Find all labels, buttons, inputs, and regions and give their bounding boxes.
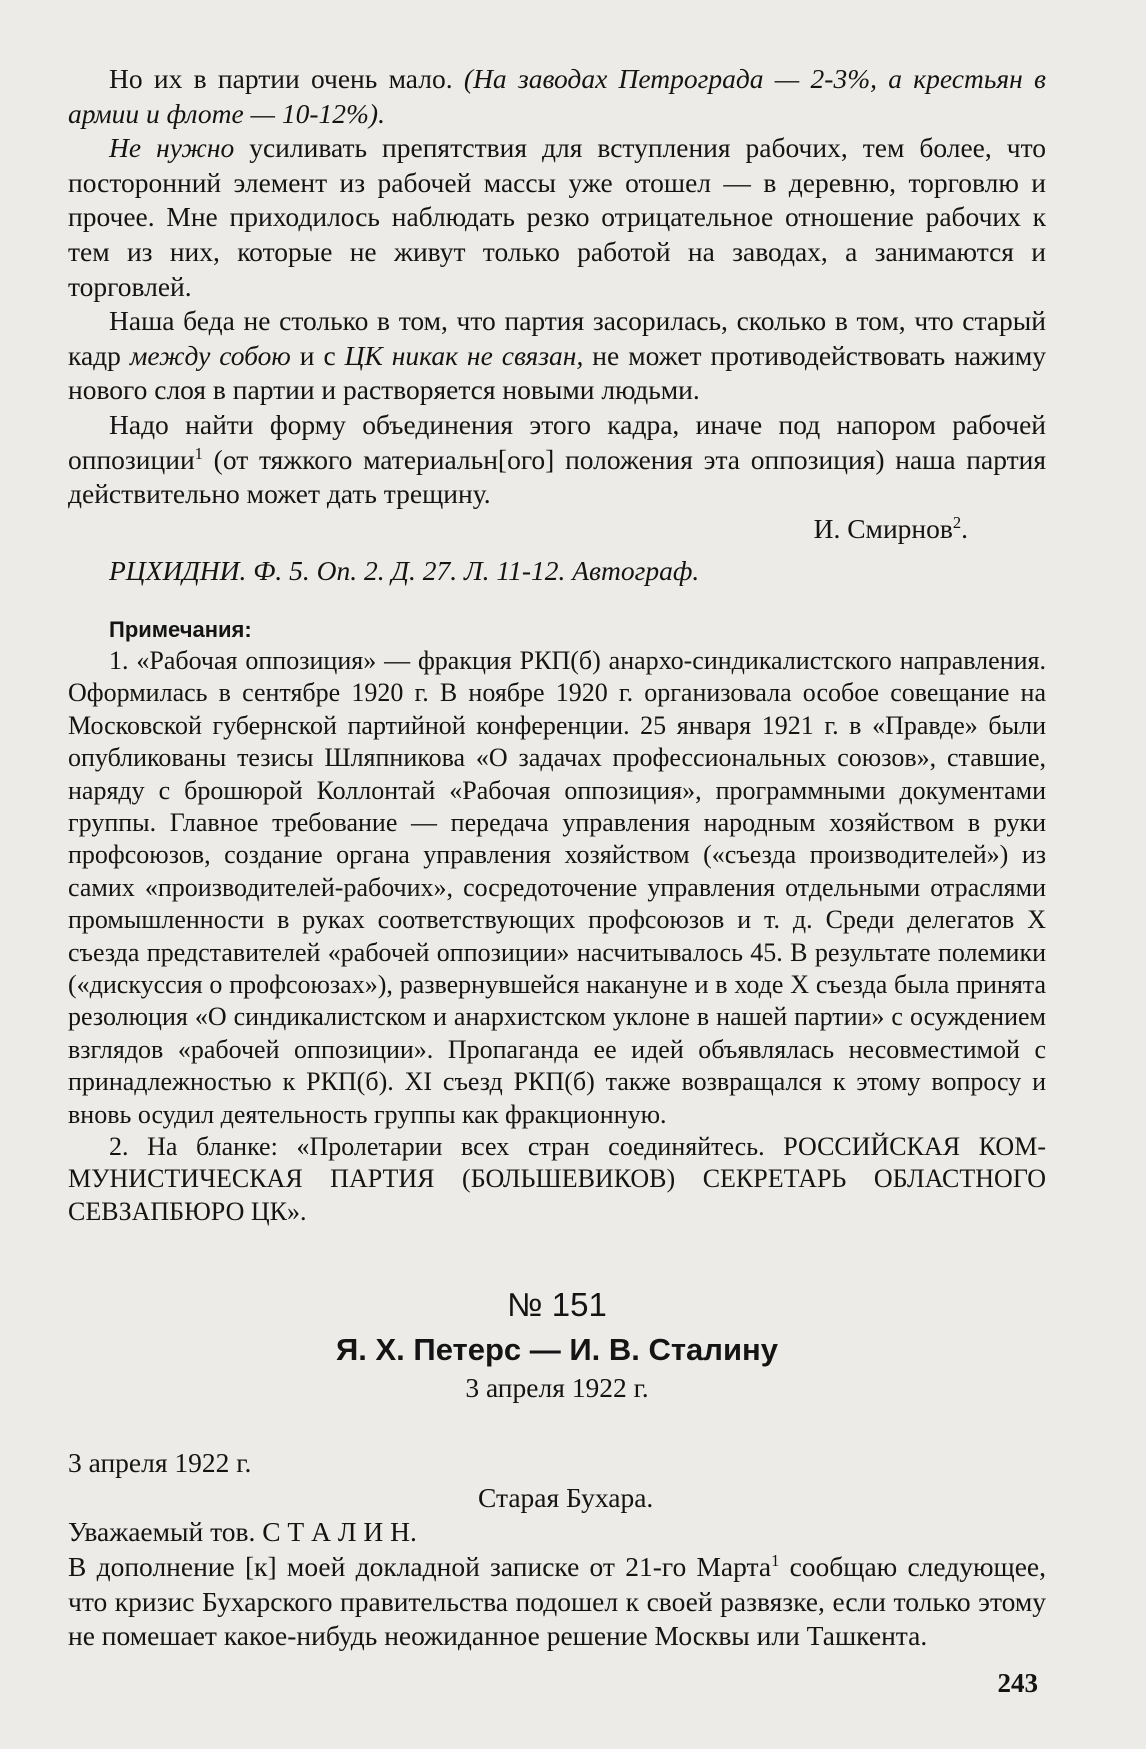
document-date: 3 апреля 1922 г. (465, 1372, 649, 1404)
paragraph-3-text-c: не может противодействовать нажиму нового слоя в партии и растворяется новыми людьми. (68, 339, 1046, 406)
paragraph-2-italic: Не нужно (109, 132, 235, 164)
note-2: 2. На бланке: «Пролетарии всех стран соединяйтесь. РОССИЙСКАЯ КОММУНИСТИЧЕСКАЯ ПАРТИЯ (БОЛЬШЕВИКОВ) СЕКРЕТАРЬ ОБЛАСТНОГО СЕВЗАПБЮРО ЦК». (68, 1132, 1046, 1226)
notes-heading: Примечания: (109, 616, 252, 642)
paragraph-1-italic: (На заводах Петрограда — 2-3%, а крестьян в армии и флоте — 10-12%). (68, 63, 1046, 129)
letter-body-text-b: сообщаю следующее, что кризис Бухарского правительства подошел к своей развязке, если только этому не помешает какое-нибудь неожиданное решение Москвы или Ташкента. (68, 1551, 1046, 1652)
letter-body (68, 1550, 1046, 1654)
footnote-ref-2: 2 (952, 512, 962, 532)
paragraph-3-text-b: и с (290, 339, 345, 371)
paragraph-3-italic-b: ЦК никак не связан, (344, 339, 584, 371)
document-number: № 151 (507, 1286, 607, 1324)
paragraph-2 (68, 131, 1046, 304)
footnote-ref-1: 1 (194, 443, 203, 463)
page-number: 243 (997, 1668, 1038, 1698)
paragraph-2-text: усиливать препятствия для вступления рабочих, тем более, что посторонний элемент из рабочей массы уже отошел — в деревню, торговлю и прочее. Мне приходилось наблюдать резко отрицательное отношение рабочих к тем из них, которые не живут только работой на заводах, а занимаются и торговлей. (68, 132, 1046, 302)
letter-place: Старая Бухара. (478, 1481, 654, 1513)
letter-greeting: Уважаемый тов. С Т А Л И Н. (68, 1516, 417, 1548)
paragraph-1 (68, 62, 1046, 131)
paragraph-3-text-a: Наша беда не столько в том, что партия засорилась, сколько в том, что старый кадр (68, 305, 1046, 371)
paragraph-4-text-a: Надо найти форму объединения этого кадра, иначе под напором рабочей оппозиции (68, 408, 1046, 475)
paragraph-1-text: Но их в партии очень мало. (109, 63, 464, 94)
footnote-ref-letter: 1 (771, 1550, 780, 1570)
archive-source-text: РЦХИДНИ. Ф. 5. Оп. 2. Д. 27. Л. 11-12. Автограф. (109, 555, 700, 587)
archive-source (68, 554, 1046, 589)
paragraph-4 (68, 408, 1046, 512)
page-body (68, 62, 1046, 1654)
signature-end: . (961, 512, 968, 544)
paragraph-4-text-b: (от тяжкого материальн[ого] положения эта оппозиция) наша партия действительно может дать трещину. (68, 443, 1046, 510)
letter-date: 3 апреля 1922 г. (68, 1447, 252, 1479)
paragraph-3 (68, 304, 1046, 408)
letter-body-text-a: В дополнение [к] моей докладной записке от 21-го Марта (68, 1551, 772, 1582)
paragraph-3-italic-a: между собою (129, 339, 291, 371)
note-1: 1. «Рабочая оппозиция» — фракция РКП(б) анархо-синдикалистского направления. Оформилась в сентябре 1920 г. В ноябре 1920 г. организовала особое совещание на Московской губернской партийной конференции. 25 января 1921 г. в «Правде» были опубликованы тезисы Шляпникова «О задачах профессиональных союзов», ставшие, наряду с брошюрой Коллонтай «Рабочая оппозиция», программными документами группы. Главное требование — передача управления народным хозяйством в руки профсоюзов, создание органа управления хозяйством («съезда производителей») из самих «производителей-рабочих», сосредоточение управления отдельными отраслями промышленности в руках соответствующих профсоюзов и т. д. Среди делегатов X съезда представителей «рабочей оппозиции» насчитывалось 45. В результате полемики («дискуссия о профсоюзах»), развернувшейся накануне и в ходе X съезда была принята резолюция «О синдикалистском и анархистском уклоне в нашей партии» с осуждением взглядов «рабочей оппозиции». Пропаганда ее идей объявлялась несовместимой с принадлежностью к РКП(б). XI съезд РКП(б) также возвращался к этому вопросу и вновь осудил деятельность группы как фракционную. (68, 645, 1046, 1129)
document-title: Я. Х. Петерс — И. В. Сталину (336, 1332, 778, 1368)
signature-name: И. Смирнов (813, 512, 953, 544)
signature (68, 512, 1046, 547)
